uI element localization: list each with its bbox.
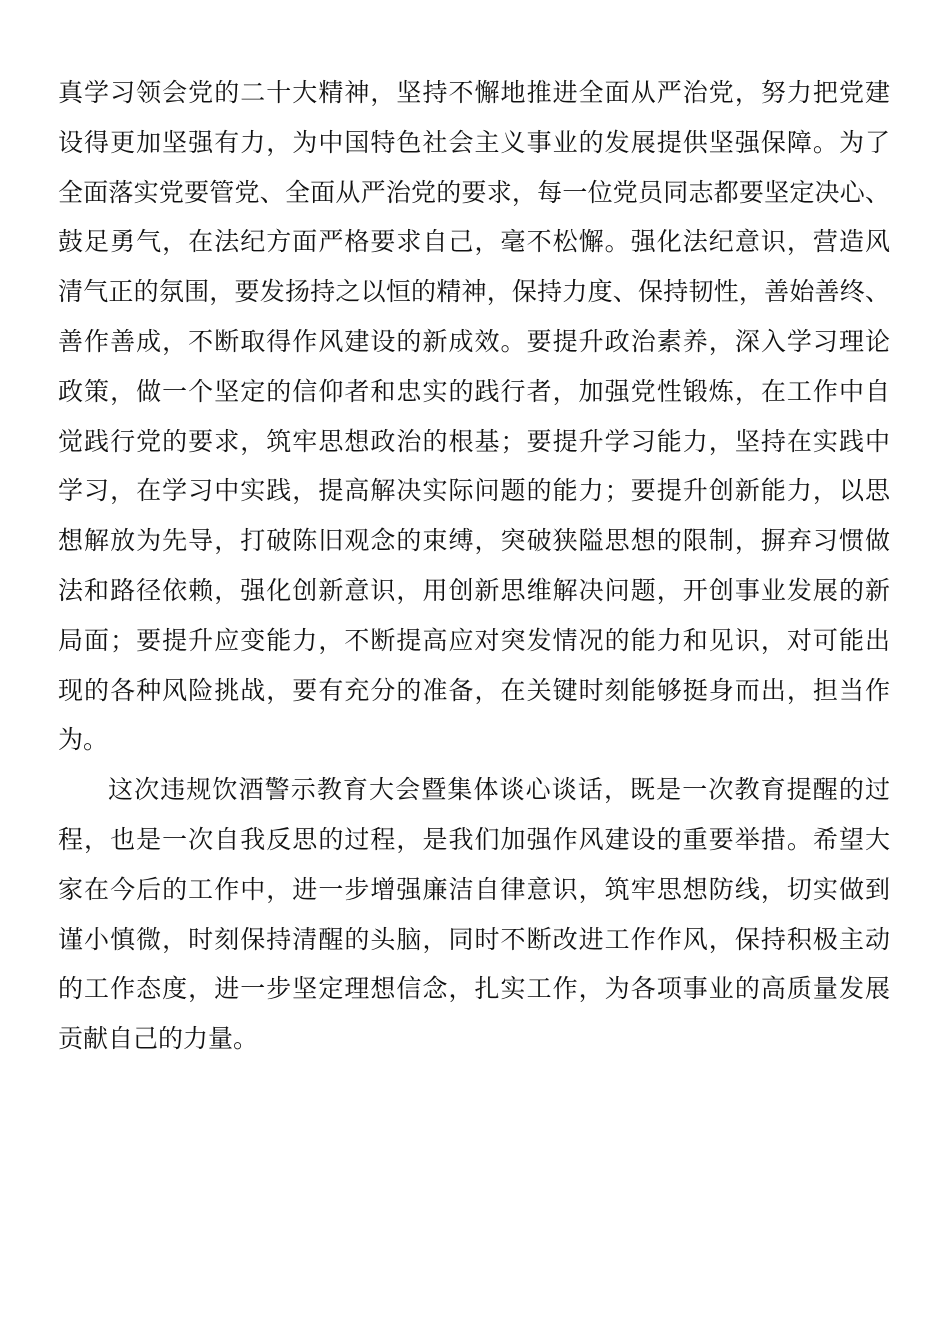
- text-line: 全面落实党要管党、全面从严治党的要求，每一位党员同志都要坚定决心、: [58, 177, 890, 207]
- text-line: 这次违规饮酒警示教育大会暨集体谈心谈话，既是一次教育提醒的过: [108, 775, 890, 805]
- text-line: 现的各种风险挑战，要有充分的准备，在关键时刻能够挺身而出，担当作: [58, 675, 890, 705]
- text-line: 为。: [58, 725, 109, 755]
- text-line: 谨小慎微，时刻保持清醒的头脑，同时不断改进工作作风，保持积极主动: [58, 924, 890, 954]
- text-line: 法和路径依赖，强化创新意识，用创新思维解决问题，开创事业发展的新: [58, 575, 890, 605]
- text-line: 真学习领会党的二十大精神，坚持不懈地推进全面从严治党，努力把党建: [58, 78, 890, 107]
- text-line: 的工作态度，进一步坚定理想信念，扎实工作，为各项事业的高质量发展: [58, 974, 890, 1004]
- text-line: 善作善成，不断取得作风建设的新成效。要提升政治素养，深入学习理论: [58, 326, 890, 356]
- text-line: 程，也是一次自我反思的过程，是我们加强作风建设的重要举措。希望大: [58, 824, 890, 854]
- text-line: 清气正的氛围，要发扬持之以恒的精神，保持力度、保持韧性，善始善终、: [58, 277, 890, 307]
- text-line: 政策，做一个坚定的信仰者和忠实的践行者，加强党性锻炼，在工作中自: [58, 376, 890, 406]
- text-line: 想解放为先导，打破陈旧观念的束缚，突破狭隘思想的限制，摒弃习惯做: [58, 526, 890, 556]
- text-line: 觉践行党的要求，筑牢思想政治的根基；要提升学习能力，坚持在实践中: [58, 426, 890, 456]
- text-line: 家在今后的工作中，进一步增强廉洁自律意识，筑牢思想防线，切实做到: [58, 874, 890, 904]
- paragraph-2: [58, 765, 890, 1064]
- text-line: 学习，在学习中实践，提高解决实际问题的能力；要提升创新能力，以思: [58, 476, 890, 506]
- text-line: 局面；要提升应变能力，不断提高应对突发情况的能力和见识，对可能出: [58, 625, 890, 655]
- document-body: [58, 68, 890, 1064]
- text-line: 鼓足勇气，在法纪方面严格要求自己，毫不松懈。强化法纪意识，营造风: [58, 227, 890, 257]
- text-line: 贡献自己的力量。: [58, 1024, 259, 1054]
- paragraph-1: [58, 68, 890, 765]
- text-line: 设得更加坚强有力，为中国特色社会主义事业的发展提供坚强保障。为了: [58, 127, 890, 157]
